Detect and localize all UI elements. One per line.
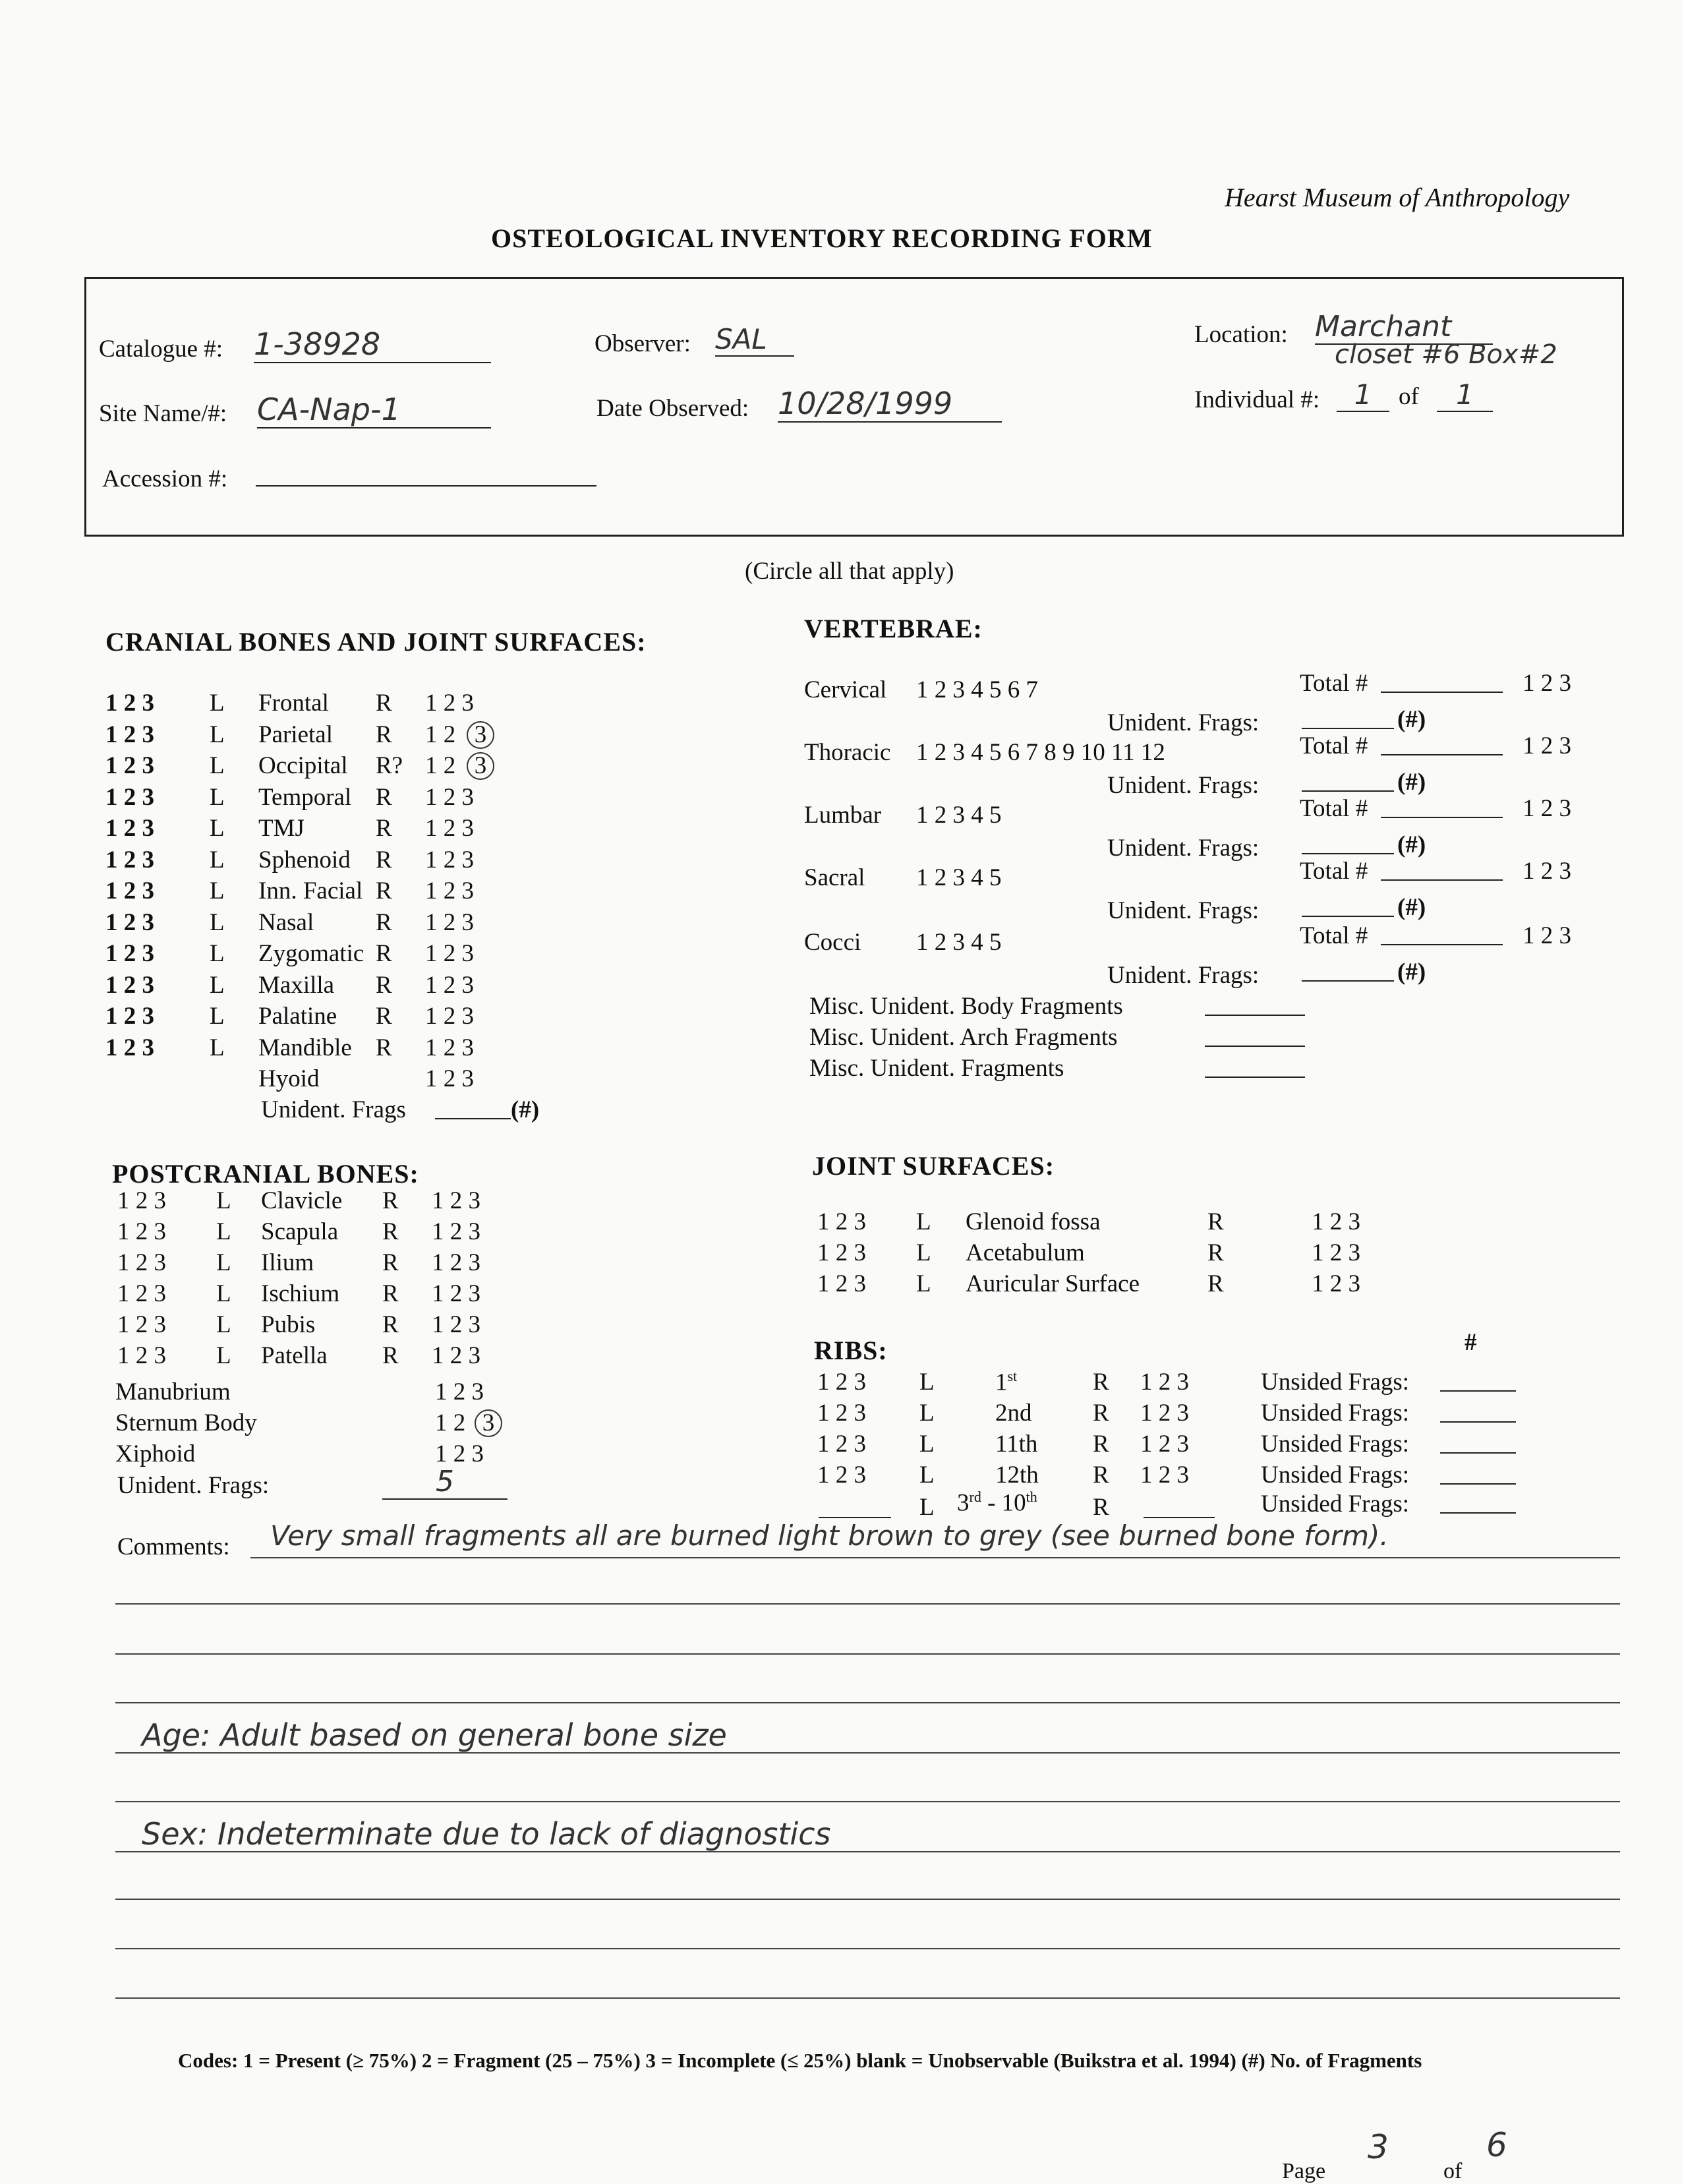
cranial-circled-code: [469, 752, 494, 780]
cranial-left-codes[interactable]: 1 2 3: [105, 690, 154, 717]
observer-field[interactable]: SAL: [715, 323, 794, 357]
rib-left-codes[interactable]: 1 2 3: [817, 1400, 866, 1427]
comment-rule-5: [115, 1752, 1620, 1754]
cranial-side-l[interactable]: L: [210, 815, 225, 842]
rib-number-text: 1: [995, 1369, 1008, 1396]
rib-mid-right-field[interactable]: [1144, 1493, 1215, 1518]
rib-unsided-field[interactable]: [1440, 1430, 1516, 1454]
date-field[interactable]: 10/28/1999: [778, 386, 1002, 423]
cranial-left-codes[interactable]: 1 2 3: [105, 971, 154, 999]
joint-right-codes[interactable]: 1 2 3: [1312, 1270, 1360, 1297]
cranial-left-codes[interactable]: 1 2 3: [105, 1003, 154, 1030]
vertebra-codes[interactable]: 1 2 3: [1522, 795, 1571, 822]
cranial-left-codes[interactable]: 1 2 3: [105, 721, 154, 748]
cranial-bone-name: Parietal: [258, 721, 334, 748]
cranial-side-l[interactable]: L: [210, 690, 225, 717]
cranial-right-codes[interactable]: 1 2 3: [425, 1003, 474, 1030]
postcranial-side-r[interactable]: R: [382, 1187, 399, 1214]
joint-left-codes[interactable]: 1 2 3: [817, 1239, 866, 1266]
misc-fragments-field[interactable]: [1205, 1054, 1305, 1078]
cranial-side-r[interactable]: R?: [376, 752, 403, 779]
cranial-side-l[interactable]: L: [210, 1034, 225, 1061]
vertebra-total-field[interactable]: [1381, 732, 1503, 755]
rib-mid-unsided-field[interactable]: [1440, 1489, 1516, 1514]
individual-label: Individual #:: [1194, 386, 1320, 413]
cranial-left-codes[interactable]: 1 2 3: [105, 940, 154, 967]
vertebra-unident-label: Unident. Frags:: [1107, 772, 1260, 799]
comment-rule-6: [115, 1801, 1620, 1802]
vertebra-numbers[interactable]: 1 2 3 4 5: [916, 864, 1002, 891]
cranial-right-codes[interactable]: 1 2 3: [425, 1065, 474, 1092]
rib-left-codes[interactable]: 1 2 3: [817, 1369, 866, 1396]
cranial-side-l[interactable]: L: [210, 752, 225, 779]
postcranial-bone-name: Ischium: [261, 1280, 340, 1307]
cranial-side-r[interactable]: R: [376, 971, 392, 999]
catalogue-field[interactable]: 1-38928: [254, 326, 491, 363]
site-field[interactable]: CA-Nap-1: [257, 392, 491, 428]
postcranial-side-r[interactable]: R: [382, 1249, 399, 1276]
misc-fragments-label: Misc. Unident. Arch Fragments: [809, 1024, 1118, 1051]
catalogue-label: Catalogue #:: [99, 336, 223, 363]
vertebra-frag-suffix: (#): [1397, 894, 1426, 921]
rib-unsided-label: Unsided Frags:: [1261, 1431, 1410, 1458]
rib-side-r[interactable]: R: [1093, 1369, 1109, 1396]
joint-left-codes[interactable]: 1 2 3: [817, 1208, 866, 1235]
rib-right-codes[interactable]: 1 2 3: [1140, 1369, 1189, 1396]
cranial-left-codes[interactable]: 1 2 3: [105, 877, 154, 904]
vertebra-codes[interactable]: 1 2 3: [1522, 732, 1571, 759]
vertebra-numbers[interactable]: 1 2 3 4 5: [916, 929, 1002, 956]
cranial-right-codes[interactable]: 1 2: [425, 752, 456, 779]
rib-side-l[interactable]: L: [919, 1461, 935, 1489]
rib-mid-a: 3: [957, 1489, 970, 1517]
joint-side-r[interactable]: R: [1207, 1270, 1224, 1297]
vertebra-total-label: Total #: [1300, 922, 1368, 949]
cranial-bone-name: Frontal: [258, 690, 329, 717]
postcranial-side-l[interactable]: L: [216, 1249, 231, 1276]
cranial-right-codes[interactable]: 1 2 3: [425, 971, 474, 999]
postcranial-left-codes[interactable]: 1 2 3: [117, 1342, 166, 1369]
of-field[interactable]: 1: [1437, 378, 1493, 412]
rib-mid-b-sup: th: [1026, 1489, 1037, 1505]
site-label: Site Name/#:: [99, 400, 227, 427]
vertebra-total-label: Total #: [1300, 795, 1368, 822]
comment-rule-2: [115, 1603, 1620, 1605]
rib-side-l[interactable]: L: [919, 1400, 935, 1427]
cranial-side-r[interactable]: R: [376, 940, 392, 967]
cranial-right-codes[interactable]: 1 2 3: [425, 1034, 474, 1061]
rib-unsided-label: Unsided Frags:: [1261, 1461, 1410, 1489]
comment-rule-9: [115, 1948, 1620, 1949]
comments-label: Comments:: [117, 1533, 230, 1560]
postcranial-circled-code-mark[interactable]: 3: [475, 1409, 502, 1437]
page-label: Page: [1282, 2159, 1326, 2183]
location-field[interactable]: Marchant: [1315, 310, 1493, 345]
cranial-side-l[interactable]: L: [210, 971, 225, 999]
cranial-side-r[interactable]: R: [376, 908, 392, 936]
comments-age[interactable]: Age: Adult based on general bone size: [142, 1717, 727, 1753]
cranial-left-codes[interactable]: 1 2 3: [105, 752, 154, 779]
vertebra-codes[interactable]: 1 2 3: [1522, 922, 1571, 949]
cranial-left-codes[interactable]: 1 2 3: [105, 846, 154, 873]
cranial-bone-name: Nasal: [258, 908, 314, 936]
comment-rule-3: [115, 1653, 1620, 1655]
cranial-right-codes[interactable]: 1 2 3: [425, 815, 474, 842]
rib-side-r[interactable]: R: [1093, 1400, 1109, 1427]
rib-number-sup: st: [1007, 1368, 1018, 1384]
rib-unsided-field[interactable]: [1440, 1368, 1516, 1392]
accession-field[interactable]: [256, 461, 596, 487]
postcranial-right-codes[interactable]: 1 2 3: [432, 1311, 480, 1338]
rib-number: [995, 1399, 1032, 1427]
location-label: Location:: [1194, 321, 1288, 348]
cranial-side-r[interactable]: R: [376, 690, 392, 717]
comment-rule-7: [115, 1851, 1620, 1852]
rib-number: [995, 1430, 1037, 1458]
cranial-side-r[interactable]: R: [376, 1034, 392, 1061]
cranial-side-r[interactable]: R: [376, 721, 392, 748]
rib-number: [995, 1461, 1039, 1489]
rib-mid-l: L: [919, 1494, 935, 1521]
cranial-side-r[interactable]: R: [376, 1003, 392, 1030]
cranial-side-r[interactable]: R: [376, 783, 392, 811]
cranial-left-codes[interactable]: 1 2 3: [105, 815, 154, 842]
rib-left-codes[interactable]: 1 2 3: [817, 1461, 866, 1489]
postcranial-heading: POSTCRANIAL BONES:: [112, 1159, 419, 1189]
vertebra-codes[interactable]: 1 2 3: [1522, 858, 1571, 885]
cranial-side-l[interactable]: L: [210, 783, 225, 811]
postcranial-axial-codes[interactable]: 1 2: [435, 1409, 466, 1436]
cranial-unident-label: Unident. Frags: [261, 1096, 406, 1123]
cranial-side-l[interactable]: L: [210, 846, 225, 873]
cranial-side-l[interactable]: L: [210, 940, 225, 967]
cranial-side-l[interactable]: L: [210, 721, 225, 748]
vertebra-unident-label: Unident. Frags:: [1107, 835, 1260, 862]
rib-mid-unsided: Unsided Frags:: [1261, 1490, 1410, 1518]
misc-fragments-field[interactable]: [1205, 1023, 1305, 1047]
postcranial-axial-name: Sternum Body: [115, 1409, 257, 1436]
postcranial-side-r[interactable]: R: [382, 1311, 399, 1338]
postcranial-side-l[interactable]: L: [216, 1342, 231, 1369]
rib-side-l[interactable]: L: [919, 1369, 935, 1396]
cranial-side-r[interactable]: R: [376, 815, 392, 842]
of-label: of: [1399, 383, 1419, 410]
vertebra-name: Lumbar: [804, 802, 882, 829]
cranial-bone-name: Inn. Facial: [258, 877, 363, 904]
rib-mid-b: 10: [1001, 1489, 1026, 1517]
comments-sex[interactable]: Sex: Indeterminate due to lack of diagnostics: [142, 1816, 831, 1852]
cranial-left-codes[interactable]: 1 2 3: [105, 908, 154, 936]
cranial-side-l[interactable]: L: [210, 1003, 225, 1030]
postcranial-side-l[interactable]: L: [216, 1280, 231, 1307]
page-of-label: of: [1443, 2159, 1463, 2183]
postcranial-side-l[interactable]: L: [216, 1187, 231, 1214]
cranial-side-r[interactable]: R: [376, 846, 392, 873]
cranial-unident-suffix: (#): [511, 1096, 540, 1123]
rib-unsided-label: Unsided Frags:: [1261, 1369, 1410, 1396]
vertebra-name: Cocci: [804, 929, 861, 956]
postcranial-bone-name: Patella: [261, 1342, 328, 1369]
vertebrae-heading: VERTEBRAE:: [804, 614, 983, 643]
cranial-right-codes[interactable]: 1 2 3: [425, 690, 474, 717]
vertebra-unident-label: Unident. Frags:: [1107, 897, 1260, 924]
vertebra-unident-field[interactable]: [1302, 831, 1394, 854]
rib-mid-r: R: [1093, 1494, 1109, 1521]
cranial-side-l[interactable]: L: [210, 877, 225, 904]
vertebra-unident-field[interactable]: [1302, 705, 1394, 729]
postcranial-right-codes[interactable]: 1 2 3: [432, 1218, 480, 1245]
circle-instruction: (Circle all that apply): [745, 558, 954, 585]
vertebra-name: Sacral: [804, 864, 865, 891]
cranial-circled-code: [469, 721, 494, 749]
cranial-unident-field[interactable]: [435, 1094, 511, 1119]
vertebra-name: Thoracic: [804, 739, 891, 766]
postcranial-side-r[interactable]: R: [382, 1280, 399, 1307]
cranial-bone-name: TMJ: [258, 815, 304, 842]
rib-unsided-field[interactable]: [1440, 1399, 1516, 1423]
postcranial-side-r[interactable]: R: [382, 1342, 399, 1369]
misc-fragments-label: Misc. Unident. Body Fragments: [809, 993, 1123, 1020]
cranial-heading: CRANIAL BONES AND JOINT SURFACES:: [105, 627, 647, 657]
vertebra-name: Cervical: [804, 676, 887, 703]
vertebra-total-field[interactable]: [1381, 857, 1503, 881]
accession-label: Accession #:: [102, 465, 228, 492]
rib-number: [995, 1368, 1017, 1396]
postcranial-right-codes[interactable]: 1 2 3: [432, 1342, 480, 1369]
cranial-right-codes[interactable]: 1 2: [425, 721, 456, 748]
cranial-right-codes[interactable]: 1 2 3: [425, 940, 474, 967]
cranial-bone-name: Temporal: [258, 783, 352, 811]
joint-side-l[interactable]: L: [916, 1239, 931, 1266]
comment-rule-4: [115, 1702, 1620, 1703]
postcranial-bone-name: Scapula: [261, 1218, 339, 1245]
cranial-right-codes[interactable]: 1 2 3: [425, 877, 474, 904]
postcranial-side-l[interactable]: L: [216, 1218, 231, 1245]
postcranial-left-codes[interactable]: 1 2 3: [117, 1187, 166, 1214]
rib-mid-dash: -: [987, 1489, 996, 1517]
cranial-bone-name: Mandible: [258, 1034, 352, 1061]
individual-field[interactable]: 1: [1337, 378, 1389, 412]
comments-line-1[interactable]: Very small fragments all are burned light brown to grey (see burned bone form).: [270, 1520, 1389, 1552]
misc-fragments-label: Misc. Unident. Fragments: [809, 1055, 1064, 1082]
postcranial-left-codes[interactable]: 1 2 3: [117, 1249, 166, 1276]
comment-rule-8: [115, 1899, 1620, 1900]
page-number: 3: [1368, 2128, 1389, 2166]
postcranial-unident-label: Unident. Frags:: [117, 1472, 270, 1499]
vertebra-total-label: Total #: [1300, 670, 1368, 697]
cranial-right-codes[interactable]: 1 2 3: [425, 783, 474, 811]
vertebra-total-field[interactable]: [1381, 922, 1503, 945]
postcranial-right-codes[interactable]: 1 2 3: [432, 1187, 480, 1214]
vertebra-total-label: Total #: [1300, 732, 1368, 759]
vertebra-unident-field[interactable]: [1302, 768, 1394, 792]
postcranial-left-codes[interactable]: 1 2 3: [117, 1311, 166, 1338]
joint-surface-name: Acetabulum: [966, 1239, 1085, 1266]
postcranial-unident-field[interactable]: 5: [382, 1465, 508, 1500]
postcranial-side-r[interactable]: R: [382, 1218, 399, 1245]
vertebra-frag-suffix: (#): [1397, 959, 1426, 986]
postcranial-axial-codes[interactable]: 1 2 3: [435, 1378, 484, 1405]
ribs-hash: #: [1464, 1329, 1477, 1356]
rib-mid-a-sup: rd: [969, 1489, 981, 1505]
rib-right-codes[interactable]: 1 2 3: [1140, 1400, 1189, 1427]
vertebra-total-field[interactable]: [1381, 669, 1503, 693]
rib-unsided-field[interactable]: [1440, 1461, 1516, 1485]
postcranial-axial-name: Xiphoid: [115, 1440, 196, 1467]
postcranial-axial-name: Manubrium: [115, 1378, 231, 1405]
cranial-left-codes[interactable]: 1 2 3: [105, 783, 154, 811]
vertebra-numbers[interactable]: 1 2 3 4 5 6 7: [916, 676, 1038, 703]
rib-unsided-label: Unsided Frags:: [1261, 1400, 1410, 1427]
rib-number-text: 12th: [995, 1461, 1039, 1489]
location-field-2: closet #6 Box#2: [1335, 339, 1557, 370]
vertebra-unident-label: Unident. Frags:: [1107, 709, 1260, 736]
date-label: Date Observed:: [596, 395, 749, 422]
cranial-bone-name: Sphenoid: [258, 846, 351, 873]
vertebra-total-label: Total #: [1300, 858, 1368, 885]
vertebra-frag-suffix: (#): [1397, 706, 1426, 733]
cranial-bone-name: Maxilla: [258, 971, 335, 999]
rib-right-codes[interactable]: 1 2 3: [1140, 1431, 1189, 1458]
vertebra-numbers[interactable]: 1 2 3 4 5 6 7 8 9 10 11 12: [916, 739, 1165, 766]
postcranial-circled-code: [477, 1409, 502, 1437]
postcranial-left-codes[interactable]: 1 2 3: [117, 1280, 166, 1307]
joint-side-l[interactable]: L: [916, 1208, 931, 1235]
cranial-circled-code-mark[interactable]: 3: [467, 721, 494, 749]
rib-side-l[interactable]: L: [919, 1431, 935, 1458]
codes-legend: Codes: 1 = Present (≥ 75%) 2 = Fragment (25 – 75%) 3 = Incomplete (≤ 25%) blank = Unobservable (Buikstra et al. 1994) (#) No. of Fragments: [178, 2049, 1422, 2072]
comment-rule-10: [115, 1997, 1620, 1999]
rib-mid-range: [957, 1489, 1037, 1517]
postcranial-bone-name: Clavicle: [261, 1187, 343, 1214]
joint-surface-name: Glenoid fossa: [966, 1208, 1101, 1235]
postcranial-bone-name: Ilium: [261, 1249, 314, 1276]
postcranial-axial-codes[interactable]: 1 2 3: [435, 1440, 484, 1467]
observer-label: Observer:: [594, 330, 691, 357]
museum-name: Hearst Museum of Anthropology: [1225, 183, 1570, 212]
cranial-circled-code-mark[interactable]: 3: [467, 752, 494, 780]
postcranial-left-codes[interactable]: 1 2 3: [117, 1218, 166, 1245]
rib-left-codes[interactable]: 1 2 3: [817, 1431, 866, 1458]
vertebra-unident-field[interactable]: [1302, 893, 1394, 917]
vertebra-unident-field[interactable]: [1302, 958, 1394, 982]
cranial-bone-name: Hyoid: [258, 1065, 320, 1092]
rib-mid-left-field[interactable]: [819, 1493, 891, 1518]
cranial-right-codes[interactable]: 1 2 3: [425, 908, 474, 936]
joint-heading: JOINT SURFACES:: [812, 1151, 1055, 1181]
page-total: 6: [1486, 2126, 1507, 2164]
joint-side-l[interactable]: L: [916, 1270, 931, 1297]
ribs-heading: RIBS:: [814, 1336, 888, 1365]
postcranial-right-codes[interactable]: 1 2 3: [432, 1280, 480, 1307]
joint-right-codes[interactable]: 1 2 3: [1312, 1208, 1360, 1235]
cranial-bone-name: Occipital: [258, 752, 348, 779]
vertebra-frag-suffix: (#): [1397, 831, 1426, 858]
joint-surface-name: Auricular Surface: [966, 1270, 1140, 1297]
joint-side-r[interactable]: R: [1207, 1208, 1224, 1235]
vertebra-unident-label: Unident. Frags:: [1107, 962, 1260, 989]
vertebra-total-field[interactable]: [1381, 794, 1503, 818]
postcranial-bone-name: Pubis: [261, 1311, 316, 1338]
cranial-side-r[interactable]: R: [376, 877, 392, 904]
cranial-left-codes[interactable]: 1 2 3: [105, 1034, 154, 1061]
joint-right-codes[interactable]: 1 2 3: [1312, 1239, 1360, 1266]
cranial-right-codes[interactable]: 1 2 3: [425, 846, 474, 873]
misc-fragments-field[interactable]: [1205, 992, 1305, 1016]
vertebra-codes[interactable]: 1 2 3: [1522, 670, 1571, 697]
joint-side-r[interactable]: R: [1207, 1239, 1224, 1266]
comment-rule-1: [250, 1557, 1620, 1558]
form-title: OSTEOLOGICAL INVENTORY RECORDING FORM: [491, 223, 1153, 253]
rib-side-r[interactable]: R: [1093, 1431, 1109, 1458]
vertebra-frag-suffix: (#): [1397, 769, 1426, 796]
rib-number-text: 11th: [995, 1431, 1038, 1458]
postcranial-right-codes[interactable]: 1 2 3: [432, 1249, 480, 1276]
cranial-side-l[interactable]: L: [210, 908, 225, 936]
vertebra-numbers[interactable]: 1 2 3 4 5: [916, 802, 1002, 829]
rib-side-r[interactable]: R: [1093, 1461, 1109, 1489]
cranial-bone-name: Palatine: [258, 1003, 337, 1030]
postcranial-side-l[interactable]: L: [216, 1311, 231, 1338]
rib-right-codes[interactable]: 1 2 3: [1140, 1461, 1189, 1489]
cranial-bone-name: Zygomatic: [258, 940, 364, 967]
joint-left-codes[interactable]: 1 2 3: [817, 1270, 866, 1297]
rib-number-text: 2nd: [995, 1400, 1032, 1427]
